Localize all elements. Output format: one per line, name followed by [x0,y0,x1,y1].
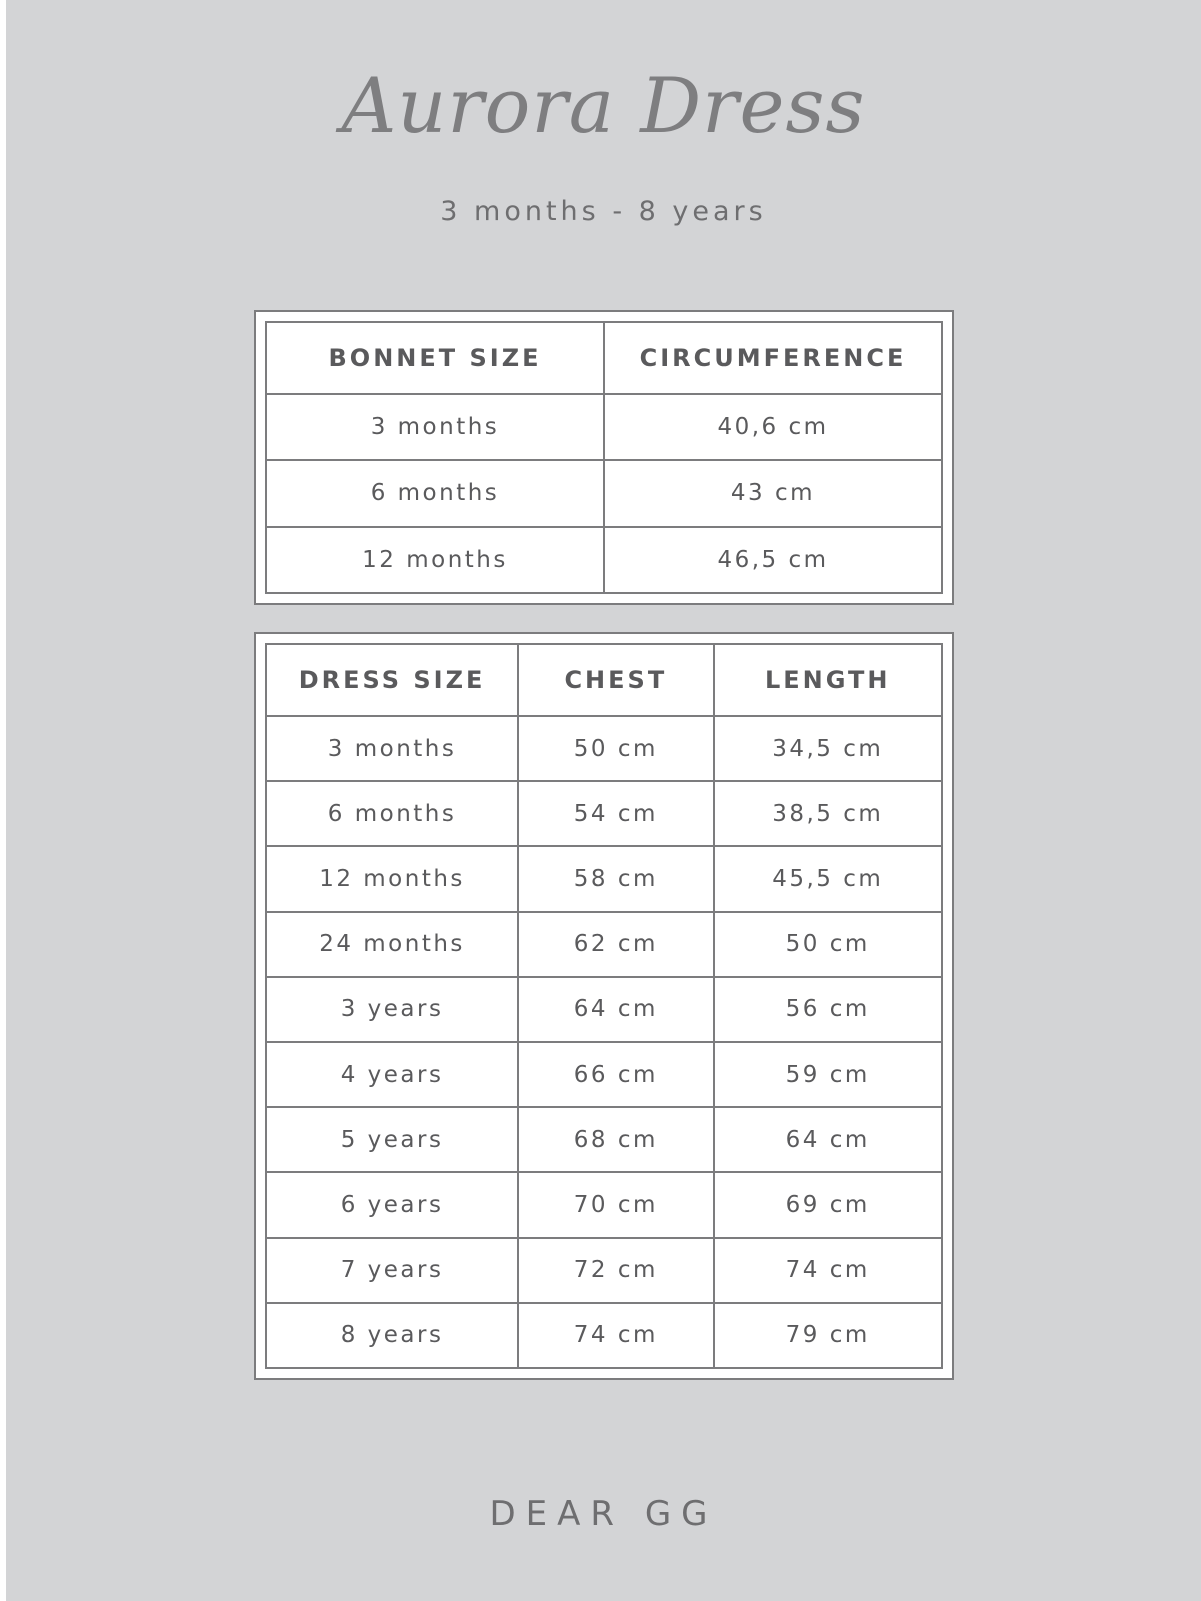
bonnet-size-table [265,321,943,594]
column-header-circumference: CIRCUMFERENCE [604,322,942,394]
table-row [266,912,942,977]
table-row [266,460,942,526]
table-row [266,1303,942,1368]
dress-size-table-frame [254,632,954,1380]
length-cell: 45,5 cm [714,846,943,911]
dress-size-cell: 5 years [266,1107,518,1172]
table-row [266,977,942,1042]
length-cell: 34,5 cm [714,716,943,781]
table-row [266,781,942,846]
length-cell: 50 cm [714,912,943,977]
chest-cell: 66 cm [518,1042,713,1107]
circumference-cell: 40,6 cm [604,394,942,460]
chest-cell: 72 cm [518,1238,713,1303]
dress-size-cell: 12 months [266,846,518,911]
chest-cell: 64 cm [518,977,713,1042]
circumference-cell: 43 cm [604,460,942,526]
bonnet-size-table-frame [254,310,954,605]
table-row [266,394,942,460]
chest-cell: 70 cm [518,1172,713,1237]
length-cell: 38,5 cm [714,781,943,846]
length-cell: 59 cm [714,1042,943,1107]
chest-cell: 74 cm [518,1303,713,1368]
dress-size-cell: 24 months [266,912,518,977]
table-row [266,716,942,781]
chest-cell: 58 cm [518,846,713,911]
chest-cell: 62 cm [518,912,713,977]
column-header-bonnet-size: BONNET SIZE [266,322,604,394]
size-guide-page [6,0,1201,1601]
dress-size-cell: 3 years [266,977,518,1042]
table-row [266,1042,942,1107]
table-row [266,1107,942,1172]
bonnet-size-cell: 3 months [266,394,604,460]
column-header-dress-size: DRESS SIZE [266,644,518,716]
brand-footer: DEAR GG [489,1494,718,1534]
dress-size-cell: 4 years [266,1042,518,1107]
dress-size-table [265,643,943,1369]
page-subtitle: 3 months - 8 years [440,196,767,227]
table-header-row [266,644,942,716]
length-cell: 74 cm [714,1238,943,1303]
dress-size-cell: 6 months [266,781,518,846]
table-row [266,1238,942,1303]
dress-size-cell: 6 years [266,1172,518,1237]
bonnet-size-cell: 12 months [266,527,604,593]
length-cell: 69 cm [714,1172,943,1237]
table-row [266,1172,942,1237]
dress-size-cell: 3 months [266,716,518,781]
chest-cell: 50 cm [518,716,713,781]
table-header-row [266,322,942,394]
table-row [266,527,942,593]
column-header-length: LENGTH [714,644,943,716]
length-cell: 56 cm [714,977,943,1042]
chest-cell: 54 cm [518,781,713,846]
dress-size-cell: 7 years [266,1238,518,1303]
page-title: Aurora Dress [341,61,866,150]
table-row [266,846,942,911]
chest-cell: 68 cm [518,1107,713,1172]
circumference-cell: 46,5 cm [604,527,942,593]
column-header-chest: CHEST [518,644,713,716]
bonnet-size-cell: 6 months [266,460,604,526]
length-cell: 79 cm [714,1303,943,1368]
length-cell: 64 cm [714,1107,943,1172]
dress-size-cell: 8 years [266,1303,518,1368]
